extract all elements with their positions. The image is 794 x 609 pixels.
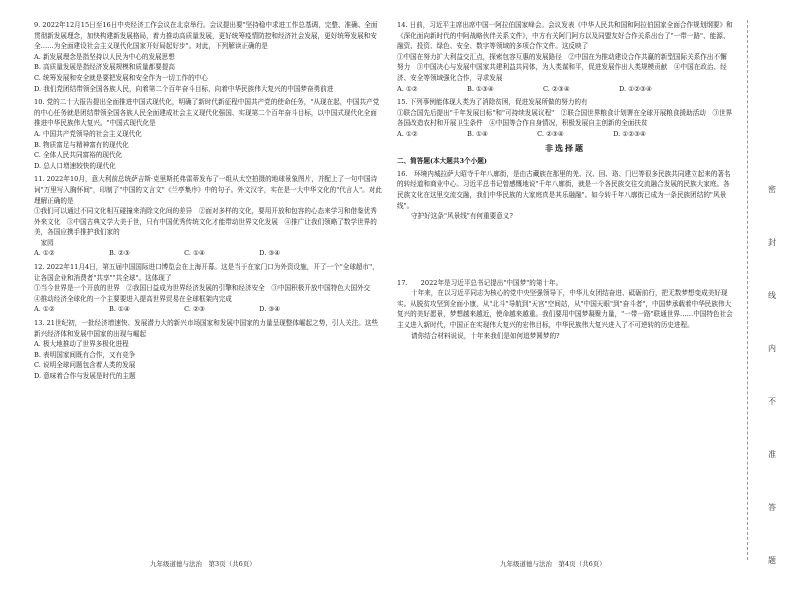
q9-option-c: C. 统筹发展和安全就是要把发展和安全作为一切工作的中心 (34, 73, 208, 82)
q10-option-d: D. 总人口增速较快的现代化 (34, 161, 116, 170)
q12-option-d: D. ③④ (259, 305, 281, 314)
q12-option-b: B. ①④ (109, 305, 130, 314)
q15-option-c: C. ②③④ (537, 129, 564, 138)
q11-option-c: C. ①④ (184, 249, 205, 258)
q16-answer-area (397, 222, 733, 278)
q15-option-b: B. ①④ (467, 129, 488, 138)
q12-items: ①当今世界是一个开放的世界 ②我国日益成为世界经济发展的引擎和经济安全 ③中国积极开放中国特色大国外交 ④推动经济全球化的一个主要要进入提高世界贸易在全球框架内完成 (34, 284, 377, 303)
q13-option-a: A. 极大地推动了世界多极化进程 (34, 340, 129, 349)
q9-option-a: A. 新发展理念是指坚持以人民为中心的发展思想 (34, 52, 175, 61)
side-char-1: 密 (768, 185, 776, 194)
q13-option-c: C. 说明全球问题包含着人类的发展 (34, 361, 136, 370)
section-heading: 二、简答题(本大题共3个小题) (397, 157, 487, 166)
q10-option-c: C. 全体人民共同富裕的现代化 (34, 151, 123, 160)
q11-option-b: B. ②③ (109, 249, 130, 258)
q14-items: ①中国在努力扩大利益交汇点，探索包容互惠的发展路径 ②中国在为推动建设合作共赢的新型国际关系作出不懈努力 ③中国决心与发展中国家共建利益共同体，为人类谋和平，促进发展作出人类规模贡献 ④中国在政治、经济、安全等领域强化合作，寻求发展 (397, 52, 727, 82)
q9-stem: 9. 2022年12月15日至16日中央经济工作会议在北京举行。会议提出要"坚持稳中求进工作总基调，完整、准确、全面贯彻新发展理念，加快构建新发展格局，着力推动高质量发展，更好统筹疫情防控和经济社会发展，更好统筹发展和安全……为全面建设社会主义现代化国家开好局起好步"。对此，下列解读正确的是 (34, 21, 378, 51)
left-column (34, 20, 382, 382)
q17-ask: 请你结合材料说说，十年来我们是如何追梦圆梦的? (411, 331, 560, 340)
q13-stem: 13. 21世纪初，一批经济增速快、发展潜力大的新兴市场国家和发展中国家的力量呈现整体崛起之势，引人关注。这些新兴经济体和发展中国家的出现与崛起 (34, 319, 379, 338)
q12-stem: 12. 2022年11月4日，第五届中国国际进口博览会在上海开幕。这是当于在家门口为外资设施，开了一个"全球超市"，让各国企业和消费者"共享""共全球"。这体现了 (34, 263, 379, 282)
right-column (397, 20, 733, 367)
q14-option-a: A. ①② (397, 84, 418, 93)
q9-option-d: D. 我们党团结带领全国各族人民，向着第二个百年奋斗目标，向着中华民族伟大复兴的中国梦奋勇前进 (34, 84, 334, 93)
q14-options (397, 84, 733, 95)
q11-option-a: A. ①② (34, 249, 55, 258)
q11-items: ①我们可以通过不同文化相互碰撞来消除文化间的差异 ②面对多样的文化，要用开放和包容的心态来学习和借鉴优秀外来文化 ③中国古典文学大美于世，只有中国优秀传统文化才能带动世界文化发展 ④推广让我们领略了数学世界的美，各国应携手推护我们家的 (34, 207, 377, 237)
side-char-5: 不 (768, 397, 776, 406)
q14-option-d: D. ①②③④ (618, 84, 652, 93)
q14-stem: 14. 日前，习近平主席出席中国一阿拉伯国家峰会。会议发表《中华人民共和国和阿拉伯国家全面合作规划纲要》和《深化面向新时代的中阿战略伙伴关系文件》，中方有关阿门阿方以及同盟友好合作关系出台了"一带一路"、能源、融资、投资、绿色、安全、数字等领域的多项合作文件。这反映了 (397, 21, 733, 51)
q11-items-tail: 家园 (34, 238, 54, 247)
q14-option-b: B. ①③④ (467, 84, 494, 93)
q14-option-c: C. ②③④ (543, 84, 570, 93)
q17-stem: 17. 2022年是习近平总书记提出"中国梦"的第十年。 (397, 278, 563, 287)
side-char-8: 题 (768, 556, 776, 565)
q12-options (34, 304, 382, 315)
side-char-2: 封 (768, 238, 776, 247)
binding-line (747, 20, 748, 560)
binding-warning (765, 185, 779, 609)
q15-option-a: A. ①② (397, 129, 418, 138)
q17-answer-area (397, 341, 733, 367)
q13-option-b: B. 表明国家间既有合作，又有竞争 (34, 350, 136, 359)
side-char-6: 准 (768, 450, 776, 459)
q15-stem: 15. 下列事例能体现人类为了消除贫困，促进发展所做的努力的有 (397, 98, 588, 107)
q12-option-a: A. ①② (34, 305, 55, 314)
q10-stem: 10. 党的二十大报告提出全面推进中国式现代化，明确了新时代新征程中国共产党的使命任务，"从现在起，中国共产党的中心任务就是团结带领全国各族人民全面建成社会主义现代化强国、实现第二个百年奋斗目标，以中国式现代化全面推进中华民族伟大复兴。"中国式现代化是 (34, 98, 380, 128)
q10-option-b: B. 物质富足与精神富有的现代化 (34, 140, 129, 149)
q15-option-d: D. ①②③④ (613, 129, 646, 138)
q13-option-d: D. 意味着合作与发展是时代的主题 (34, 372, 136, 380)
side-char-7: 答 (768, 503, 776, 512)
q10-option-a: A. 中国共产党领导的社会主义现代化 (34, 129, 142, 138)
q16-stem: 16. 环境内城拉萨大昭寺千年八廓街，是由古藏族在那里的羌、汉、回、珞、门巴等很多民族共同建立起来的著名的转经道和商业中心。习近平总书记曾感慨地说"千年八廓街，就是一个各民族交往交流融合发展的民族大家庭。各民族文化在这里交流交融，我们中华民族的大家庭真是其乐融融"。如今转千年八廓街已成为一条民族团结的"风景线"。 (397, 169, 731, 210)
q9-option-b: B. 高质量发展是指经济发展规模和质量都要提高 (34, 63, 175, 72)
q17-body: 十年来，在以习近平同志为核心的党中央坚强领导下，中华儿女团结奋进、砥砺前行，把无数梦想变成美好现实。从脱贫攻坚到全面小康，从"北斗"导航到"天宫"空间站，从"中国天眼"到"奋斗者"，中国梦承载着中华民族伟大复兴的美好愿景，梦想越来越近，使命越来越重。我们要用中国梦凝聚力量，"一带一路"联通世界……中国特色社会主义进入新时代，中国正在实现伟大复兴的宏伟目标，中华民族伟大复兴进入了不可逆转的历史进程。 (397, 289, 733, 330)
q15-options (397, 129, 733, 140)
side-char-3: 线 (768, 291, 776, 300)
q11-options (34, 248, 382, 259)
q15-items: ①联合国先后提出"千年发展目标"和"可持续发展议程" ②联合国世界粮食计划署在全球开展粮食援助活动 ③世界各国改造农村和开展卫生条件 ④中国等合作自身情况，积极发展自主创新的全面扶贫 (397, 108, 733, 128)
page-footer-right: 九年级道德与法治 第4页（共6页） (500, 560, 606, 568)
q11-stem: 11. 2022年10月，意大利前总统萨吉斯·克里斯托弗雷蒂发布了一组从太空拍摄的地球景象图片，并配上了一句中国诗词"万里写入胸怀间"，印制了"中国的文言文"《兰亭集序》中的句子。外文汉字，实在是一大中华文化的"代言人"。对此理解正确的是 (34, 175, 382, 205)
section-title: 非选择题 (545, 142, 585, 153)
page-footer-left: 九年级道德与法治 第3页（共6页） (150, 560, 256, 568)
q11-option-d: D. ③④ (259, 249, 281, 258)
q12-option-c: C. ②③ (184, 305, 205, 314)
side-char-4: 内 (768, 344, 776, 353)
q16-ask: 守护好这条"风景线"有何重要意义? (411, 212, 513, 221)
